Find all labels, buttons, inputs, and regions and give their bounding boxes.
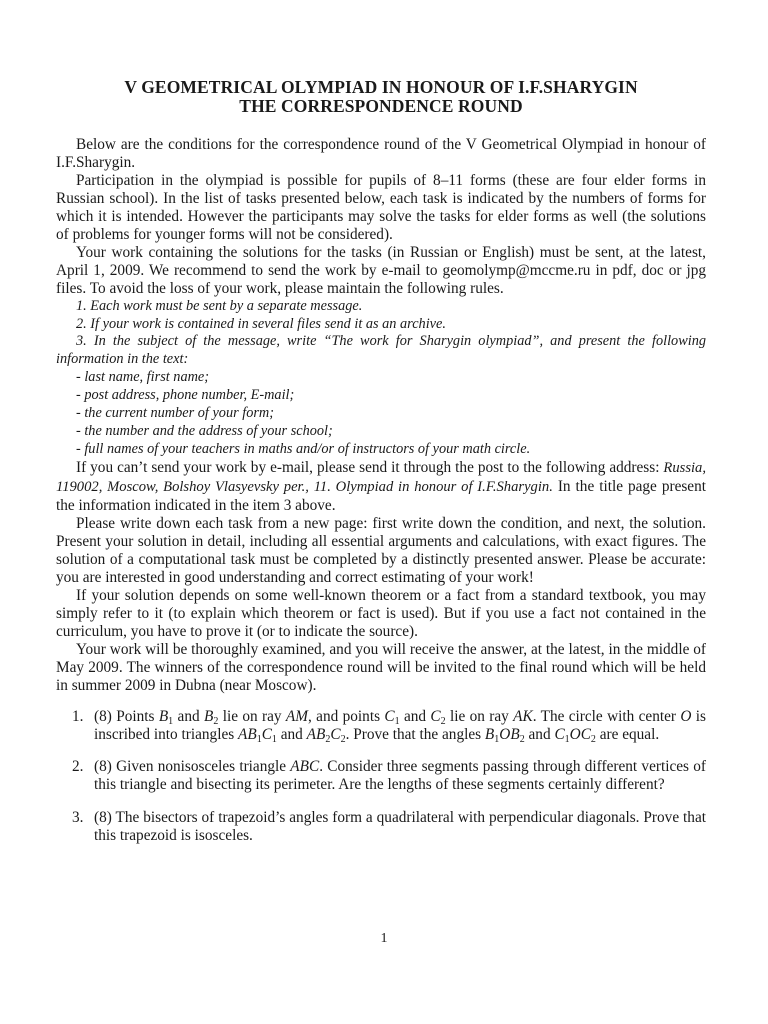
math-symbol: $B_1$	[484, 725, 500, 745]
math-symbol: $AB_1$	[238, 725, 262, 745]
page-number: 1	[380, 931, 388, 946]
task-number: 2.	[72, 758, 84, 776]
document-page	[56, 78, 706, 860]
examination-paragraph: Your work will be thoroughly examined, and you will receive the answer, at the latest, in the middle of May 2009. The winners of the correspondence round will be invited to the final round which will be held in summer 2009 in Dubna (near Moscow).	[56, 640, 706, 694]
task-item	[56, 708, 706, 744]
post-lead: If you can’t send your work by e-mail, please send it through the post to the following address:	[76, 459, 664, 477]
math-symbol: ABC	[290, 758, 320, 776]
title-line-2: THE CORRESPONDENCE ROUND	[239, 96, 523, 116]
math-symbol: $AB_2$	[306, 725, 331, 745]
math-symbol: $B_1$	[158, 707, 174, 727]
writing-instructions-paragraph: Please write down each task from a new page: first write down the condition, and next, the solution. Present your solution in detail, including all essential arguments and calculations, with exact figures. The solution of a computational task must be completed by a distinctly presented answer. Please be accurate: you are interested in good understanding and correct estimating of your work!	[56, 515, 706, 586]
theorem-paragraph: If your solution depends on some well-known theorem or a fact from a standard textbook, you may simply refer to it (to explain which theorem or fact is used). But if you use a fact not contained in the curriculum, you have to prove it (or to indicate the source).	[56, 586, 706, 640]
task-text: (8) Points $B_1$ and $B_2$ lie on ray AM, and points $C_1$ and $C_2$ lie on ray AK. The circle with center O is inscribed into triangles $AB_1C_1$ and $AB_2C_2$. Prove that the angles $B_1OB_2$ and $C_1OC_2$ are equal.	[94, 707, 706, 745]
rule-1: 1. Each work must be sent by a separate message.	[76, 297, 363, 314]
document-title	[56, 78, 706, 116]
math-symbol: $C_2$	[330, 725, 346, 745]
intro-paragraph-2: Participation in the olympiad is possible for pupils of 8–11 forms (these are four elder forms in Russian school). In the list of tasks presented below, each task is indicated by the numbers of forms for which it is intended. However the participants may solve the tasks for elder forms as well (the solutions of problems for younger forms will not be considered).	[56, 171, 706, 243]
task-item	[56, 758, 706, 794]
task-number: 1.	[72, 707, 84, 725]
rule-item: - the current number of your form;	[76, 405, 275, 422]
intro-paragraph-1: Below are the conditions for the correspondence round of the V Geometrical Olympiad in honour of I.F.Sharygin.	[56, 136, 706, 171]
intro-paragraph-3: Your work containing the solutions for the tasks (in Russian or English) must be sent, at the latest, April 1, 2009. We recommend to send the work by e-mail to geomolymp@mccme.ru in pdf, doc or jpg files. To avoid the loss of your work, please maintain the following rules.	[56, 243, 706, 297]
math-symbol: $OC_2$	[569, 725, 596, 745]
task-number: 3.	[72, 809, 84, 827]
math-symbol: $C_1$	[554, 725, 570, 745]
task-text: (8) Given nonisosceles triangle ABC. Consider three segments passing through different vertices of this triangle and bisecting its perimeter. Are the lengths of these segments certainly different?	[94, 758, 706, 794]
math-symbol: $C_1$	[261, 725, 277, 745]
title-line-1: V GEOMETRICAL OLYMPIAD IN HONOUR OF I.F.SHARYGIN	[124, 77, 638, 97]
task-text: (8) The bisectors of trapezoid’s angles form a quadrilateral with perpendicular diagonals. Prove that this trapezoid is isosceles.	[94, 809, 706, 845]
math-symbol: $C_1$	[384, 707, 400, 727]
post-address: Russia, 119002, Moscow, Bolshoy Vlasyevsky per., 11. Olympiad in honour of I.F.Sharygin.	[56, 460, 706, 496]
rule-item: - post address, phone number, E-mail;	[76, 387, 295, 404]
rule-item: - full names of your teachers in maths and/or of instructors of your math circle.	[76, 441, 531, 458]
rule-3: 3. In the subject of the message, write “The work for Sharygin olympiad”, and present the following information in the text:	[56, 333, 706, 368]
rule-2: 2. If your work is contained in several files send it as an archive.	[76, 315, 446, 332]
math-symbol: AM	[285, 707, 308, 725]
task-list	[56, 708, 706, 846]
post-paragraph	[56, 459, 706, 515]
math-symbol: $B_2$	[203, 707, 219, 727]
math-symbol: $OB_2$	[499, 725, 525, 745]
math-symbol: $C_2$	[430, 707, 446, 727]
math-symbol: AK	[513, 707, 533, 725]
post-tail: In the title page present the information indicated in the item 3 above.	[56, 478, 706, 515]
rule-item: - last name, first name;	[76, 369, 210, 386]
intro-section	[56, 136, 706, 695]
rule-item: - the number and the address of your school;	[76, 423, 333, 440]
task-item	[56, 809, 706, 845]
math-symbol: O	[680, 707, 692, 725]
